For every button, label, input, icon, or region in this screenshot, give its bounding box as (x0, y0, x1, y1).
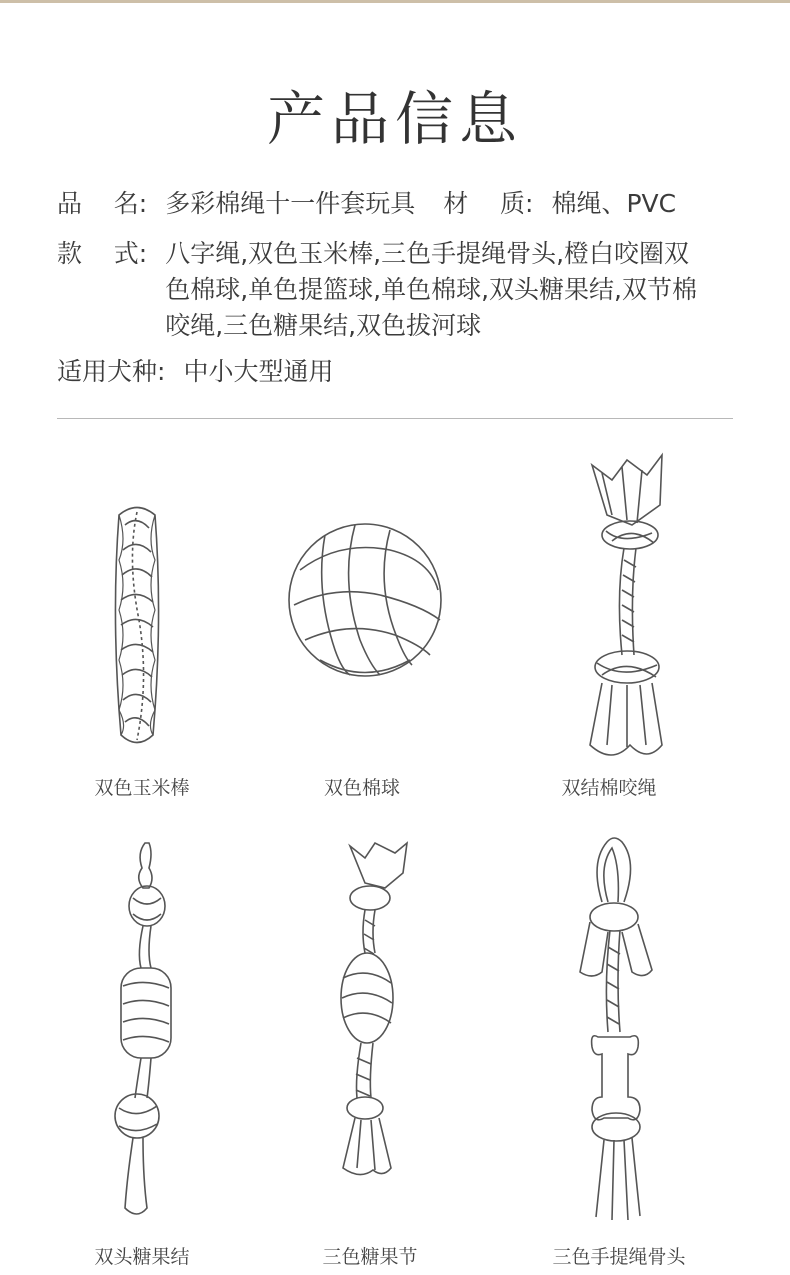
product-card (17, 500, 257, 750)
name-label: 品 名: (57, 189, 148, 218)
handle-rope-bone-icon (562, 832, 662, 1222)
info-row-style (57, 236, 747, 344)
material-value: 棉绳、PVC (551, 189, 677, 218)
product-caption: 双头糖果结 (94, 1246, 190, 1268)
product-caption: 双结棉咬绳 (561, 777, 657, 799)
product-card (245, 510, 485, 690)
rope-ball-icon (280, 510, 450, 690)
page-title: 产品信息 (266, 85, 523, 153)
product-card (250, 838, 490, 1183)
double-candy-knot-icon (97, 838, 177, 1223)
info-row-breed (57, 354, 333, 390)
name-value: 多彩棉绳十一件套玩具 (165, 189, 416, 218)
corn-rope-icon (97, 500, 177, 750)
breed-label: 适用犬种: (57, 357, 166, 386)
product-card (502, 445, 742, 770)
style-value: 八字绳,双色玉米棒,三色手提绳骨头,橙白咬圈双色棉球,单色提篮球,单色棉球,双头糖果结,双节棉咬绳,三色糖果结,双色拔河球 (165, 239, 698, 340)
product-caption: 双色棉球 (323, 777, 400, 799)
product-card (492, 832, 732, 1222)
top-border (0, 0, 790, 3)
product-caption: 三色糖果节 (322, 1246, 418, 1268)
tricolor-candy-knot-icon (325, 838, 415, 1183)
divider (57, 418, 733, 419)
double-knot-rope-icon (572, 445, 672, 770)
product-caption: 三色手提绳骨头 (552, 1246, 686, 1268)
material-label: 材 质: (443, 189, 534, 218)
product-card (17, 838, 257, 1223)
product-caption: 双色玉米棒 (94, 777, 190, 799)
breed-value: 中小大型通用 (183, 357, 334, 386)
info-row-name-material (57, 186, 676, 222)
style-label: 款 式: (57, 239, 148, 268)
